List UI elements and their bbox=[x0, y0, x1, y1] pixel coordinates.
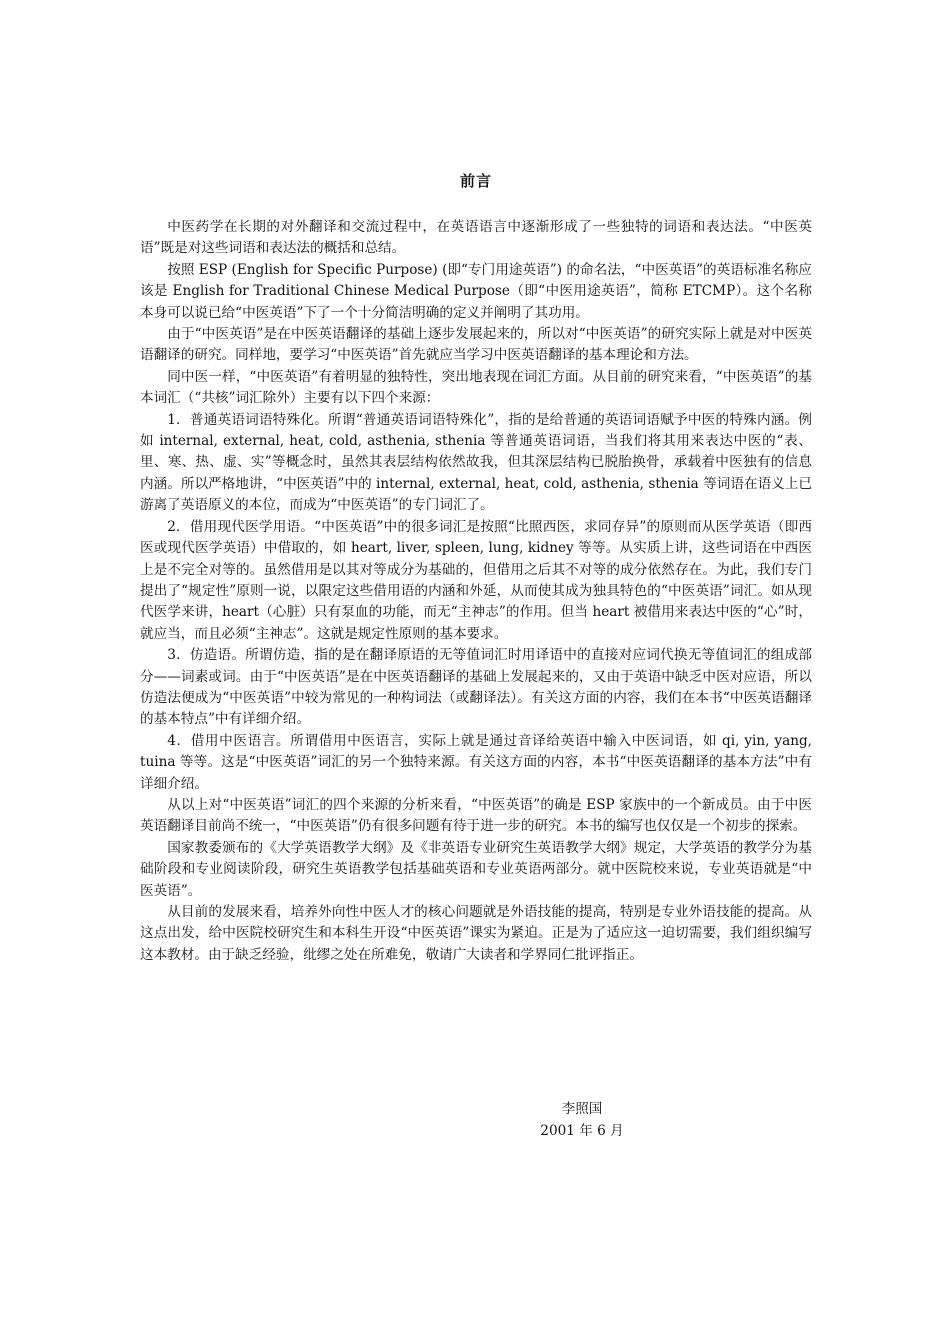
paragraph-4: 同中医一样，“中医英语”有着明显的独特性，突出地表现在词汇方面。从目前的研究来看，“中医英语”的基本词汇（“共核”词汇除外）主要有以下四个来源： bbox=[140, 368, 812, 407]
preface-body bbox=[140, 170, 812, 966]
paragraph-1: 中医药学在长期的对外翻译和交流过程中，在英语语言中逐渐形成了一些独特的词语和表达法。“中医英语”既是对这些词语和表达法的概括和总结。 bbox=[140, 219, 812, 257]
paragraph-5: 1．普通英语词语特殊化。所谓“普通英语词语特殊化”，指的是给普通的英语词语赋予中医的特殊内涵。例如 internal, external, heat, cold, asthenia, sthenia 等普通英语词语，当我们将其用来表达中医的“表、里、寒、热、虚、实”等概念时，虽然其表层结构依然故我，但其深层结构已脱胎换骨，承载着中医独有的信息内涵。所以严格地讲，“中医英语”中的 internal, external, heat, cold, asthenia, sthenia 等词语在语义上已游离了英语原义的本位，而成为“中医英语”的专门词汇了。 bbox=[140, 411, 812, 514]
signature-date: 2001 年 6 月 bbox=[540, 1123, 624, 1139]
signature-author: 李照国 bbox=[561, 1101, 603, 1117]
paragraph-11: 从目前的发展来看，培养外向性中医人才的核心问题就是外语技能的提高，特别是专业外语技能的提高。从这点出发，给中医院校研究生和本科生开设“中医英语”课实为紧迫。正是为了适应这一迫切需要，我们组织编写这本教材。由于缺乏经验，纰缪之处在所难免，敬请广大读者和学界同仁批评指正。 bbox=[140, 904, 812, 963]
page-title: 前言 bbox=[459, 172, 492, 190]
paragraph-10: 国家教委颁布的《大学英语教学大纲》及《非英语专业研究生英语教学大纲》规定，大学英语的教学分为基础阶段和专业阅读阶段，研究生英语教学包括基础英语和专业英语两部分。就中医院校来说，专业英语就是“中医英语”。 bbox=[140, 839, 812, 899]
paragraph-3: 由于“中医英语”是在中医英语翻译的基础上逐步发展起来的，所以对“中医英语”的研究实际上就是对中医英语翻译的研究。同样地，要学习“中医英语”首先就应当学习中医英语翻译的基本理论和方法。 bbox=[140, 326, 812, 364]
paragraph-8: 4．借用中医语言。所谓借用中医语言，实际上就是通过音译给英语中输入中医词语，如 qi, yin, yang, tuina 等等。这是“中医英语”词汇的另一个独特来源。有关这方面的内容，本书“中医英语翻译的基本方法”中有详细介绍。 bbox=[140, 732, 812, 792]
paragraph-7: 3．仿造语。所谓仿造，指的是在翻译原语的无等值词汇时用译语中的直接对应词代换无等值词汇的组成部分——词素或词。由于“中医英语”是在中医英语翻译的基础上发展起来的，又由于英语中缺乏中医对应语，所以仿造法便成为“中医英语”中较为常见的一种构词法（或翻译法）。有关这方面的内容，我们在本书“中医英语翻译的基本特点”中有详细介绍。 bbox=[140, 647, 812, 728]
paragraph-6: 2．借用现代医学用语。“中医英语”中的很多词汇是按照“比照西医，求同存异”的原则而从医学英语（即西医或现代医学英语）中借取的，如 heart, liver, spleen, lung, kidney 等等。从实质上讲，这些词语在中西医上是不完全对等的。虽然借用是以其对等成分为基础的，但借用之后其不对等的成分依然存在。为此，我们专门提出了“规定性”原则一说，以限定这些借用语的内涵和外延，从而使其成为独具特色的“中医英语”词汇。如从现代医学来讲，heart（心脏）只有泵血的功能，而无“主神志”的作用。但当 heart 被借用来表达中医的“心”时，就应当，而且必须“主神志”。这就是规定性原则的基本要求。 bbox=[140, 518, 812, 642]
paragraph-2: 按照 ESP (English for Specific Purpose) (即“专门用途英语”) 的命名法，“中医英语”的英语标准名称应该是 English for Traditional Chinese Medical Purpose（即“中医用途英语”，简称 ETCMP）。这个名称本身可以说已给“中医英语”下了一个十分简洁明确的定义并阐明了其功用。 bbox=[140, 261, 812, 321]
paragraph-9: 从以上对“中医英语”词汇的四个来源的分析来看，“中医英语”的确是 ESP 家族中的一个新成员。由于中医英语翻译目前尚不统一，“中医英语”仍有很多问题有待于进一步的研究。本书的编写也仅仅是一个初步的探索。 bbox=[140, 796, 812, 835]
